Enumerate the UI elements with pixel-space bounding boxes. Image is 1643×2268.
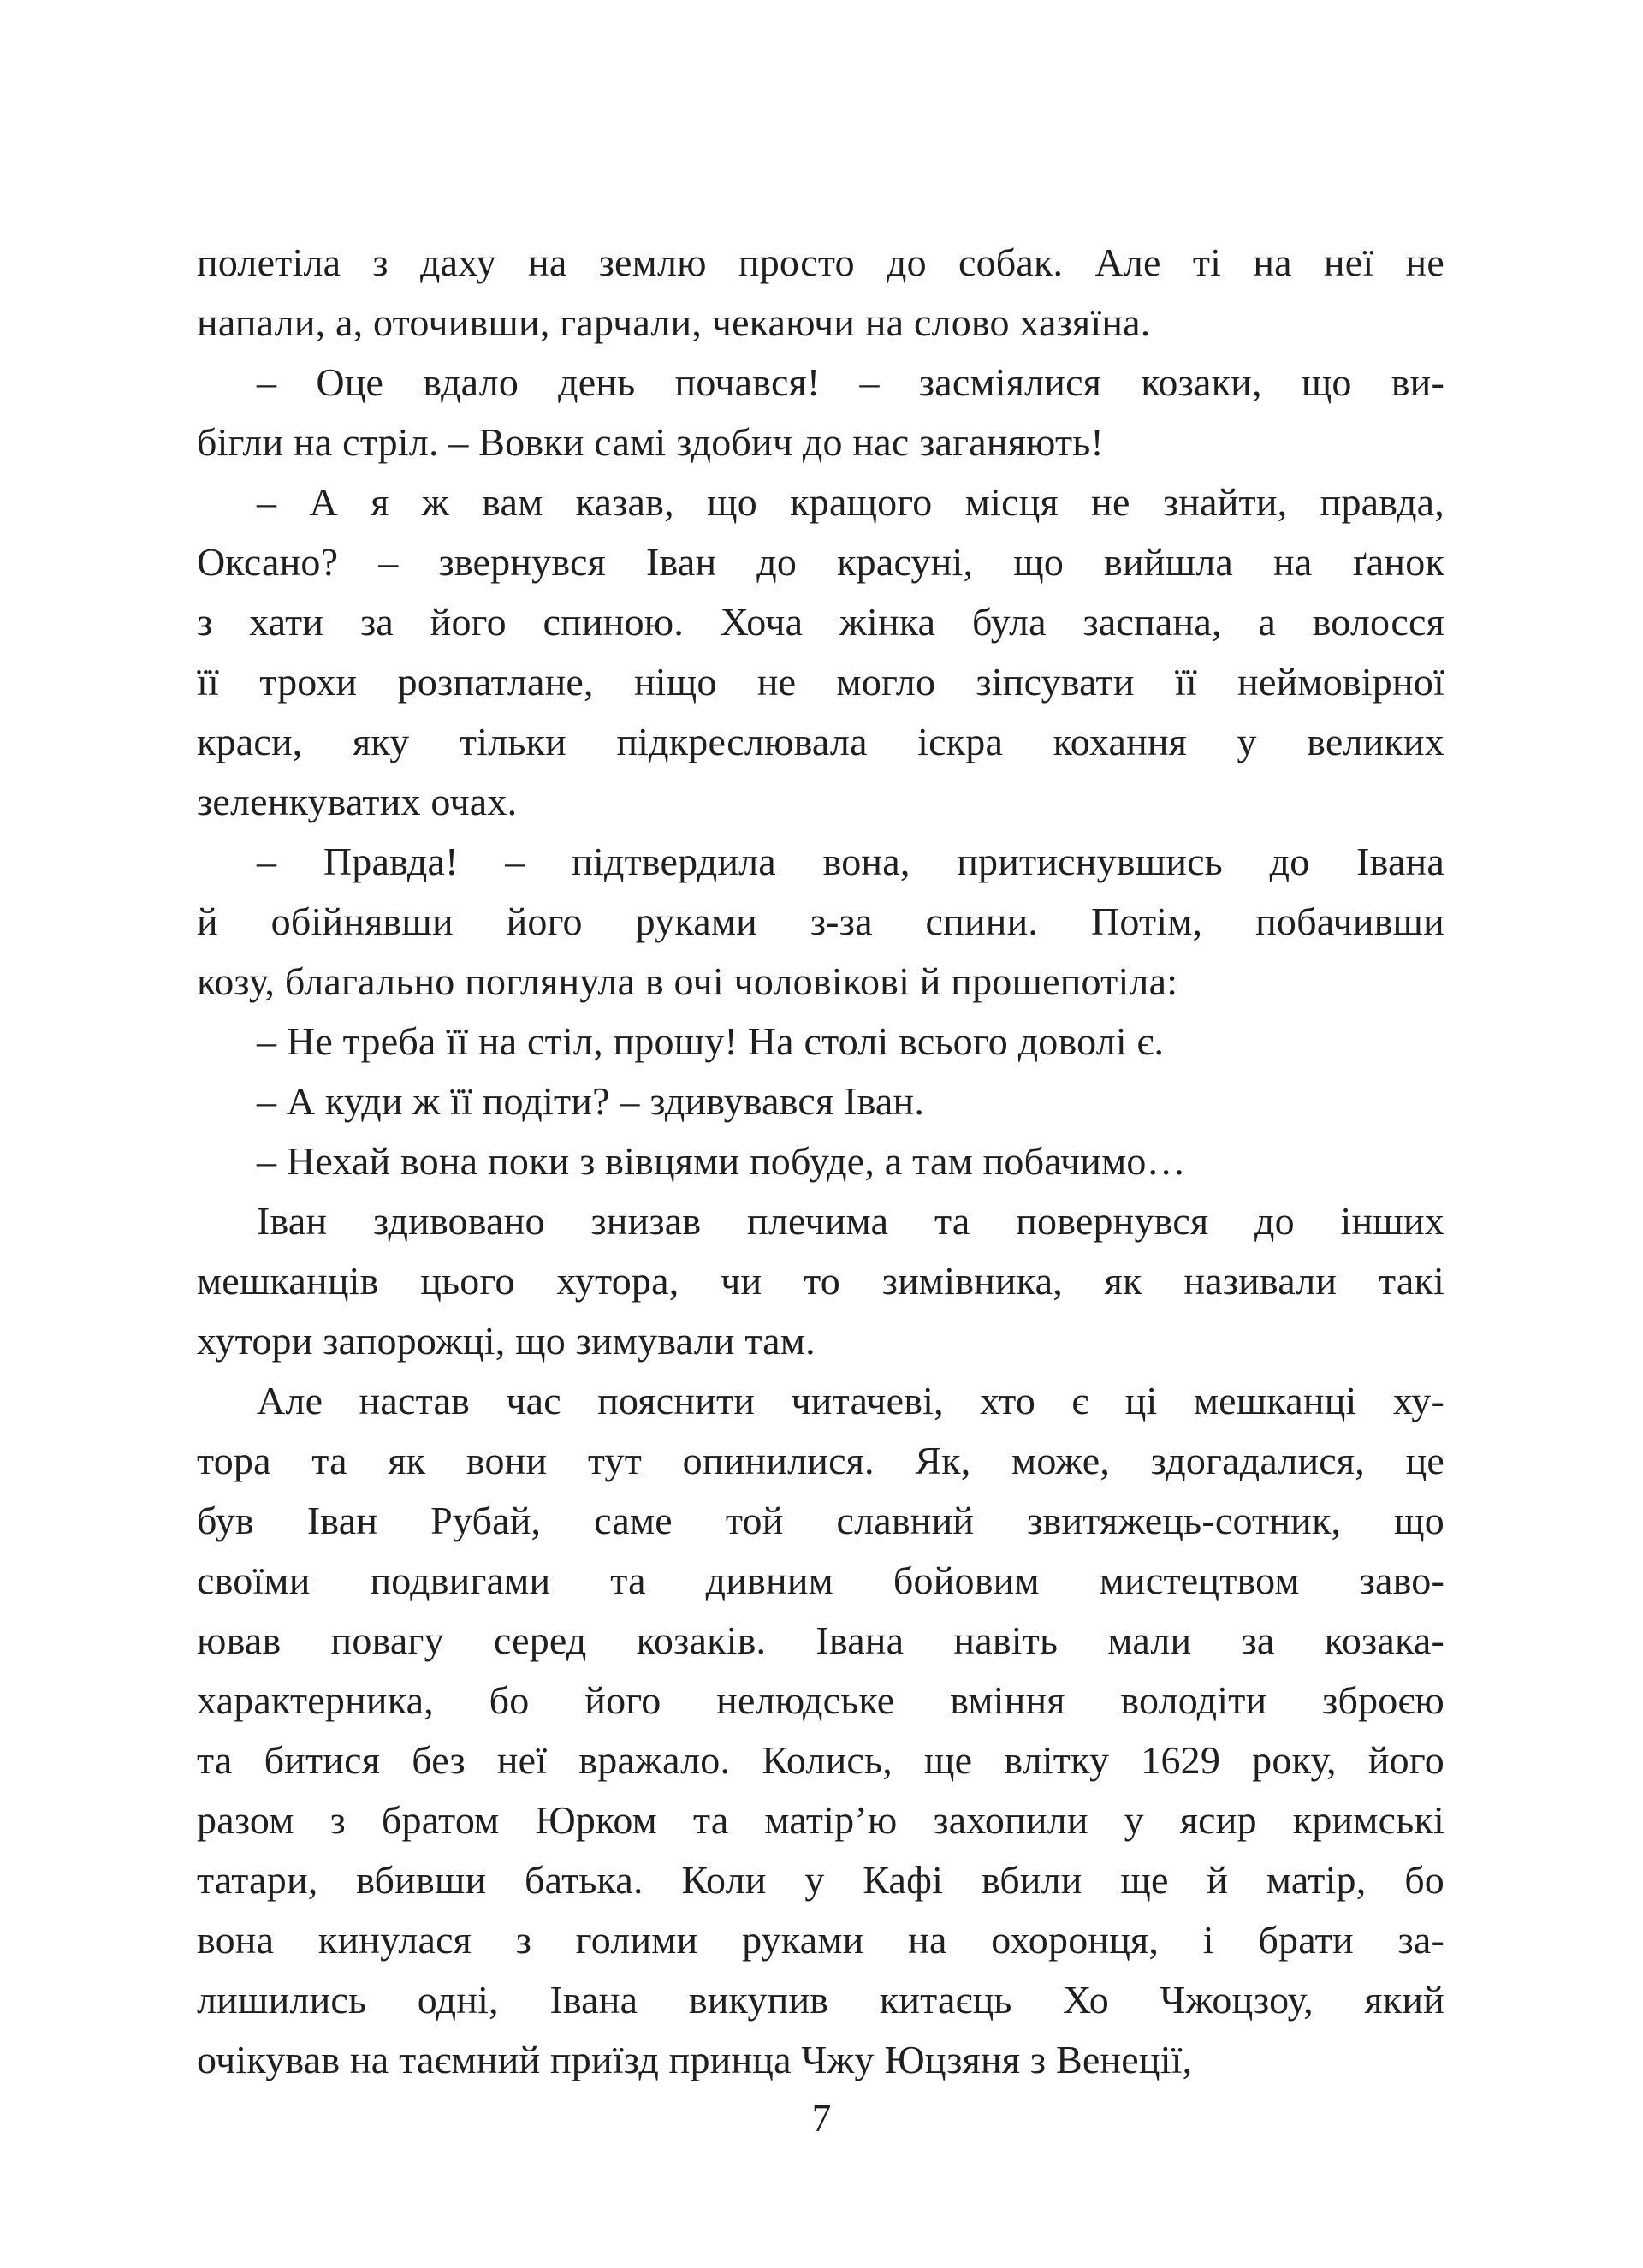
text-line: тора та як вони тут опинилися. Як, може, здогадалися, це [197,1439,1444,1482]
text-line: мешканців цього хутора, чи то зимівника, як називали такі [197,1259,1444,1303]
text-line: лишились одні, Івана викупив китаєць Хо Чжоцзоу, який [197,1978,1444,2022]
text-line: характерника, бо його нелюдське вміння володіти зброєю [197,1678,1444,1722]
text-line: Іван здивовано знизав плечима та повернувся до інших [257,1199,1444,1243]
text-block [197,233,1444,2090]
text-line: вона кинулася з голими руками на охоронця, і брати за- [197,1918,1444,1962]
text-line: полетіла з даху на землю просто до собак. Але ті на неї не [197,240,1444,284]
text-line: й обійнявши його руками з-за спини. Потім, побачивши [197,899,1444,943]
text-line: бігли на стріл. – Вовки самі здобич до нас заганяють! [197,420,1104,464]
text-line: – А куди ж її подіти? – здивувався Іван. [257,1079,925,1123]
text-line: очікував на таємний приїзд принца Чжу Юцзяня з Венеції, [197,2038,1193,2081]
text-line: своїми подвигами та дивним бойовим мистецтвом заво- [197,1559,1444,1602]
text-line: – А я ж вам казав, що кращого місця не знайти, правда, [257,480,1444,524]
text-line: Але настав час пояснити читачеві, хто є ці мешканці ху- [257,1379,1444,1422]
text-line: напали, а, оточивши, гарчали, чекаючи на слово хазяїна. [197,300,1151,344]
text-line: разом з братом Юрком та матір’ю захопили у ясир кримські [197,1798,1444,1842]
text-line: ював повагу серед козаків. Івана навіть мали за козака- [197,1618,1444,1662]
text-line: Оксано? – звернувся Іван до красуні, що вийшла на ґанок [197,540,1444,584]
text-line: – Правда! – підтвердила вона, притиснувшись до Івана [257,840,1444,883]
text-line: та битися без неї вражало. Колись, ще влітку 1629 року, його [197,1738,1444,1782]
text-line: – Не треба її на стіл, прошу! На столі всього доволі є. [257,1019,1165,1063]
text-line: козу, благально поглянула в очі чоловікові й прошепотіла: [197,959,1178,1003]
text-line: татари, вбивши батька. Коли у Кафі вбили ще й матір, бо [197,1858,1444,1902]
text-line: був Іван Рубай, саме той славний звитяжець-сотник, що [197,1499,1444,1542]
text-line: хутори запорожці, що зимували там. [197,1319,816,1363]
text-line: краси, яку тільки підкреслювала іскра кохання у великих [197,720,1444,763]
text-line: – Оце вдало день почався! – засміялися козаки, що ви- [257,360,1444,404]
text-line: – Нехай вона поки з вівцями побуде, а там побачимо… [257,1139,1186,1183]
text-line: з хати за його спиною. Хоча жінка була заспана, а волосся [197,600,1444,644]
text-line: зеленкуватих очах. [197,780,518,823]
page-number: 7 [811,2097,832,2140]
text-line: її трохи розпатлане, ніщо не могло зіпсувати її неймовірної [197,660,1444,704]
